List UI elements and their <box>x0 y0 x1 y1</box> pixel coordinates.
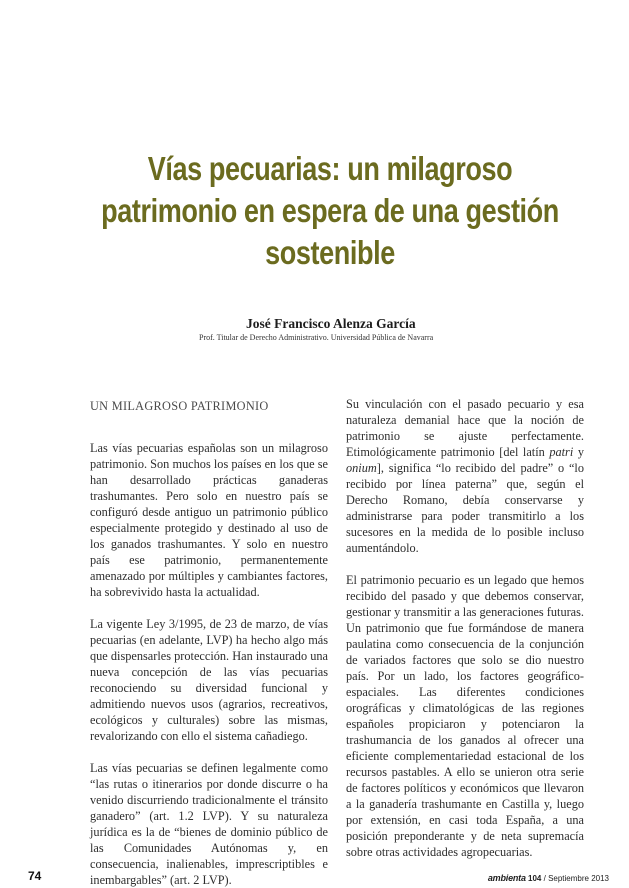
title-line-2: patrimonio en espera de una gestión <box>101 192 559 229</box>
paragraph: La vigente Ley 3/1995, de 23 de marzo, de vías pecuarias (en adelante, LVP) ha hecho algo más que dispensarles protección. Han instaurado una nueva concepción de las vías pecuarias reconociendo su diversidad funcional y admitiendo nuevos usos (agrarios, recreativos, ecológicos y culturales) sobre las mismas, revalorizando con ello el sistema cañadiego. <box>90 617 328 743</box>
footer-masthead <box>488 873 609 883</box>
paragraph: Las vías pecuarias españolas son un milagroso patrimonio. Son muchos los países en los que se han desarrollado prácticas ganaderas trashumantes. Pero solo en nuestro país se configuró desde antiguo un patrimonio público especialmente protegido y destinado al uso de los ganados trashumantes. Y solo en nuestro país ese patrimonio, permanentemente amenazado por múltiples y cambiantes factores, ha sobrevivido hasta la actualidad. <box>90 441 328 599</box>
text-run: y <box>573 445 584 459</box>
issue-number: 104 <box>528 874 542 883</box>
paragraph: Las vías pecuarias se definen legalmente como “las rutas o itinerarios por donde discurre o ha venido discurriendo tradicionalmente el tránsito ganadero” (art. 1.2 LVP). Y su naturaleza jurídica es la de “bienes de dominio público de las Comunidades Autónomas y, en consecuencia, inalienables, imprescriptibles e inembargables” (art. 2 LVP). <box>90 761 328 887</box>
magazine-brand: ambienta <box>487 873 526 883</box>
title-line-3: sostenible <box>265 234 395 271</box>
text-run: Su vinculación con el pasado pecuario y esa naturaleza demanial hace que la noción de patrimonio se ajuste perfectamente. Etimológicamente patrimonio [del latín <box>346 397 584 459</box>
footer-separator: / <box>541 874 549 883</box>
page-number: 74 <box>28 869 42 883</box>
right-column <box>346 396 584 860</box>
author-name: José Francisco Alenza García <box>246 316 416 331</box>
author-affiliation: Prof. Titular de Derecho Administrativo. Universidad Pública de Navarra <box>199 333 434 342</box>
issue-date: Septiembre 2013 <box>548 874 609 883</box>
paragraph <box>346 396 584 556</box>
title-line-1: Vías pecuarias: un milagroso <box>147 150 513 187</box>
left-column <box>90 398 328 888</box>
text-run: ], significa “lo recibido del padre” o “lo recibido por línea paterna” que, según el Derecho Romano, debía conservarse y administrarse para poder transmitirlo a los sucesores en la medida de lo posible incluso aumentándolo. <box>346 461 584 555</box>
paragraph: El patrimonio pecuario es un legado que hemos recibido del pasado y que debemos conservar, gestionar y transmitir a las generaciones futuras. Un patrimonio que fue formándose de manera paulatina como consecuencia de la conjunción de variados factores que solo se dio nuestro país. Por un lado, los factores geográfico-espaciales. Las diferentes condiciones orográficas y climatológicas de las regiones españoles propiciaron y potenciaron la trashumancia de los ganados al ofrecer una eficiente complementariedad estacional de los recursos pastables. A ello se unieron otra serie de factores políticos y económicos que llevaron a la ganadería trashumante en Castilla y, luego por extensión, en casi toda España, a una posición preponderante y de neta supremacía sobre otras actividades agropecuarias. <box>346 573 584 859</box>
article-title <box>92 148 568 274</box>
italic-term: onium <box>346 461 377 475</box>
italic-term: patri <box>549 445 574 459</box>
section-heading: UN MILAGROSO PATRIMONIO <box>90 399 269 413</box>
